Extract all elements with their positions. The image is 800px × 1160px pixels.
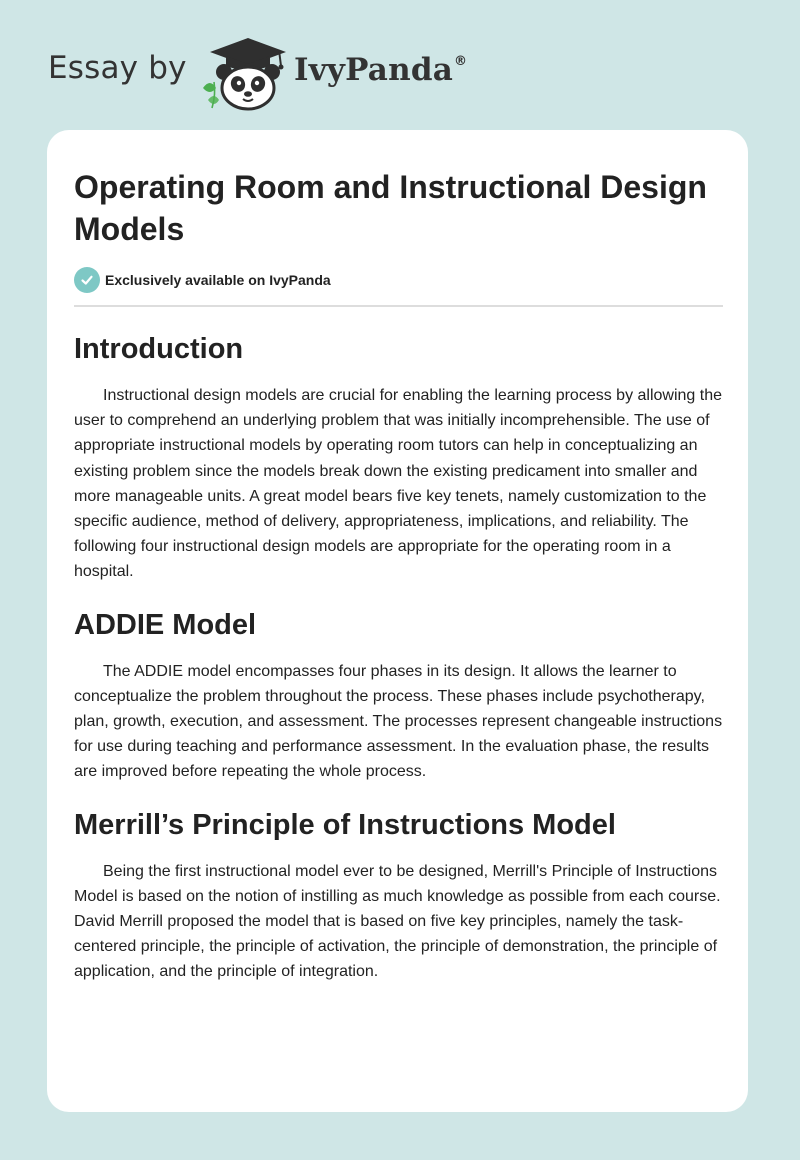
brand-name[interactable] — [294, 52, 467, 88]
paragraph-addie: The ADDIE model encompasses four phases in its design. It allows the learner to conceptualize the problem throughout the process. These phases include psychotherapy, plan, growth, execution, and assessment. The processes represent changeable instructions for use during teaching and performance assessment. In the evaluation phase, the results are improved before repeating the whole process. — [74, 662, 723, 781]
section-heading-addie: ADDIE Model — [74, 608, 257, 641]
brand-text: IvyPanda — [294, 52, 453, 88]
exclusive-label: Exclusively available on IvyPanda — [105, 272, 331, 288]
essay-by-label: Essay by — [48, 50, 187, 86]
paragraph-introduction: Instructional design models are crucial for enabling the learning process by allowing the user to comprehend an underlying problem that was initially incomprehensible. The use of appropriate instructional models by operating room tutors can help in conceptualizing an existing problem since the models break down the existing predicament into smaller and more manageable units. A great model bears five key tenets, namely customization to the specific audience, method of delivery, appropriateness, implications, and reliability. The following four instructional design models are appropriate for the operating room in a hospital. — [74, 387, 723, 581]
graduation-panda-icon[interactable] — [200, 36, 292, 112]
exclusive-badge — [74, 267, 723, 293]
section-heading-merrill: Merrill’s Principle of Instructions Model — [74, 808, 616, 841]
page-title: Operating Room and Instructional Design Models — [74, 169, 707, 247]
essay-content — [74, 166, 723, 985]
section-heading-introduction: Introduction — [74, 333, 244, 365]
essay-card — [47, 130, 748, 1112]
check-icon — [74, 267, 100, 293]
divider — [74, 305, 723, 307]
paragraph-merrill: Being the first instructional model ever to be designed, Merrill's Principle of Instructions Model is based on the notion of instilling as much knowledge as possible from each course. David Merrill proposed the model that is based on five key principles, namely the task-centered principle, the principle of activation, the principle of demonstration, the principle of application, and the principle of integration. — [74, 862, 721, 981]
registered-mark: ® — [454, 54, 468, 69]
site-header — [48, 36, 508, 112]
